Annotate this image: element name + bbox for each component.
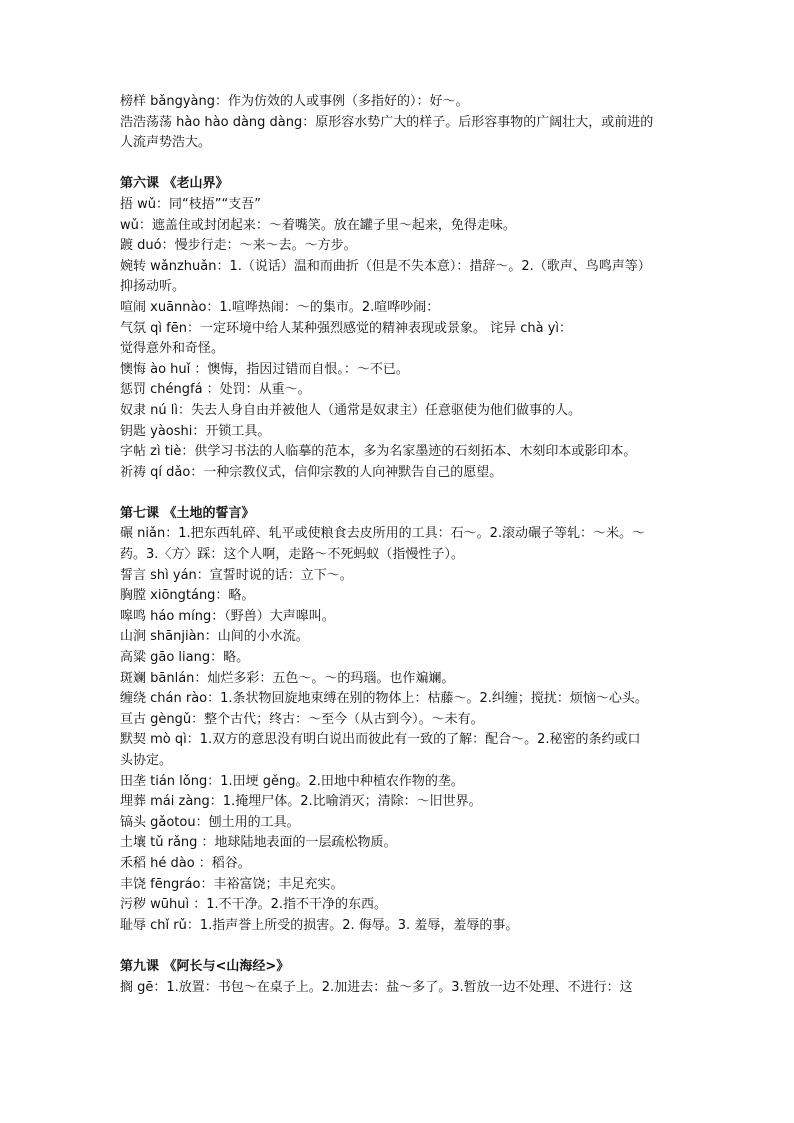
vocab-line: 人流声势浩大。 bbox=[120, 135, 212, 151]
vocab-line: 胸膛 xiōngtáng：略。 bbox=[120, 588, 255, 604]
lesson-title: 第七课 《土地的誓言》 bbox=[120, 505, 255, 521]
vocab-line: 亘古 gèngǔ：整个古代；终古：～至今（从古到今）。～未有。 bbox=[120, 711, 484, 727]
vocab-line: 碾 niǎn：1.把东西轧碎、轧平或使粮食去皮所用的工具：石～。2.滚动碾子等轧：～米。～ bbox=[120, 526, 645, 542]
paragraph-gap bbox=[120, 936, 690, 957]
paragraph-gap bbox=[120, 483, 690, 504]
vocab-line: 耻辱 chǐ rǔ：1.指声誉上所受的损害。2. 侮辱。3. 羞辱，羞辱的事。 bbox=[120, 917, 519, 933]
vocab-line: 山涧 shānjiàn：山间的小水流。 bbox=[120, 629, 309, 645]
vocab-line: 缠绕 chán rào：1.条状物回旋地束缚在别的物体上：枯藤～。2.纠缠；搅扰：烦恼～心头。 bbox=[120, 691, 648, 707]
vocab-line: 抑扬动听。 bbox=[120, 279, 186, 295]
vocab-line: 捂 wǔ：同“枝捂”“支吾” bbox=[120, 196, 261, 212]
vocab-line: 头协定。 bbox=[120, 753, 173, 768]
vocab-line: 祈祷 qí dǎo：一种宗教仪式，信仰宗教的人向神默告自己的愿望。 bbox=[120, 464, 503, 480]
vocab-line: 懊悔 ào huǐ ：懊悔，指因过错而自恨。：～不已。 bbox=[120, 361, 409, 377]
vocab-line: 气氛 qì fēn：一定环境中给人某种强烈感觉的精神表现或景象。 诧异 chà yì： bbox=[120, 320, 572, 336]
vocab-line: 污秽 wūhuì ：1.不干净。2.指不干净的东西。 bbox=[120, 897, 388, 913]
vocab-line: 默契 mò qì：1.双方的意思没有明白说出而彼此有一致的了解：配合～。2.秘密的条约或口 bbox=[120, 732, 641, 748]
vocab-line: 土壤 tǔ rǎng ：地球陆地表面的一层疏松物质。 bbox=[120, 835, 397, 851]
vocab-line: 钥匙 yàoshi：开锁工具。 bbox=[120, 423, 271, 439]
vocab-line: 田垄 tián lǒng：1.田埂 gěng。2.田地中种植农作物的垄。 bbox=[120, 773, 464, 789]
vocab-line: 踱 duó：慢步行走：～来～去。～方步。 bbox=[120, 238, 357, 254]
vocab-line: 斑斓 bānlán：灿烂多彩：五色～。～的玛瑙。也作斒斓。 bbox=[120, 670, 455, 686]
vocab-line: 奴隶 nú lì：失去人身自由并被他人（通常是奴隶主）任意驱使为他们做事的人。 bbox=[120, 402, 581, 418]
vocab-line: 婉转 wǎnzhuǎn：1.（说话）温和而曲折（但是不失本意）：措辞～。2.（歌声、鸟鸣声等） bbox=[120, 258, 651, 274]
vocab-line: 丰饶 fēngráo：丰裕富饶；丰足充实。 bbox=[120, 876, 344, 892]
lesson-title: 第九课 《阿长与<山海经>》 bbox=[120, 958, 290, 974]
document-page bbox=[120, 92, 690, 998]
vocab-line: 榜样 bǎngyàng：作为仿效的人或事例（多指好的）：好～。 bbox=[120, 94, 469, 109]
vocab-line: 高粱 gāo liang：略。 bbox=[120, 650, 250, 666]
vocab-line: 浩浩荡荡 hào hào dàng dàng：原形容水势广大的样子。后形容事物的广阔壮大，或前进的 bbox=[120, 114, 654, 130]
vocab-line: 喧闹 xuānnào：1.喧哗热闹：～的集市。2.喧哗吵闹： bbox=[120, 299, 440, 315]
vocab-line: 誓言 shì yán：宣誓时说的话：立下～。 bbox=[120, 567, 353, 583]
vocab-line: 搁 gē：1.放置：书包～在桌子上。2.加进去：盐～多了。3.暂放一边不处理、不进行：这 bbox=[120, 979, 633, 995]
vocab-line: 镐头 gǎotou：刨土用的工具。 bbox=[120, 814, 300, 830]
vocab-line: 嗥鸣 háo míng：（野兽）大声嗥叫。 bbox=[120, 608, 335, 624]
paragraph-gap bbox=[120, 154, 690, 175]
vocab-line: 字帖 zì tiè：供学习书法的人临摹的范本，多为名家墨迹的石刻拓本、木刻印本或影印本。 bbox=[120, 444, 637, 460]
vocab-line: wǔ：遮盖住或封闭起来：～着嘴笑。放在罐子里～起来，免得走味。 bbox=[120, 217, 516, 233]
vocab-line: 惩罚 chéngfá ：处罚：从重～。 bbox=[120, 382, 311, 398]
vocab-line: 禾稻 hé dào ：稻谷。 bbox=[120, 855, 251, 871]
vocab-line: 药。3.〈方〉踩：这个人啊，走路～不死蚂蚁（指慢性子）。 bbox=[120, 547, 464, 563]
vocab-line: 觉得意外和奇怪。 bbox=[120, 341, 225, 357]
lesson-title: 第六课 《老山界》 bbox=[120, 176, 229, 192]
vocab-line: 埋葬 mái zàng：1.掩埋尸体。2.比喻消灭；清除：～旧世界。 bbox=[120, 794, 482, 810]
